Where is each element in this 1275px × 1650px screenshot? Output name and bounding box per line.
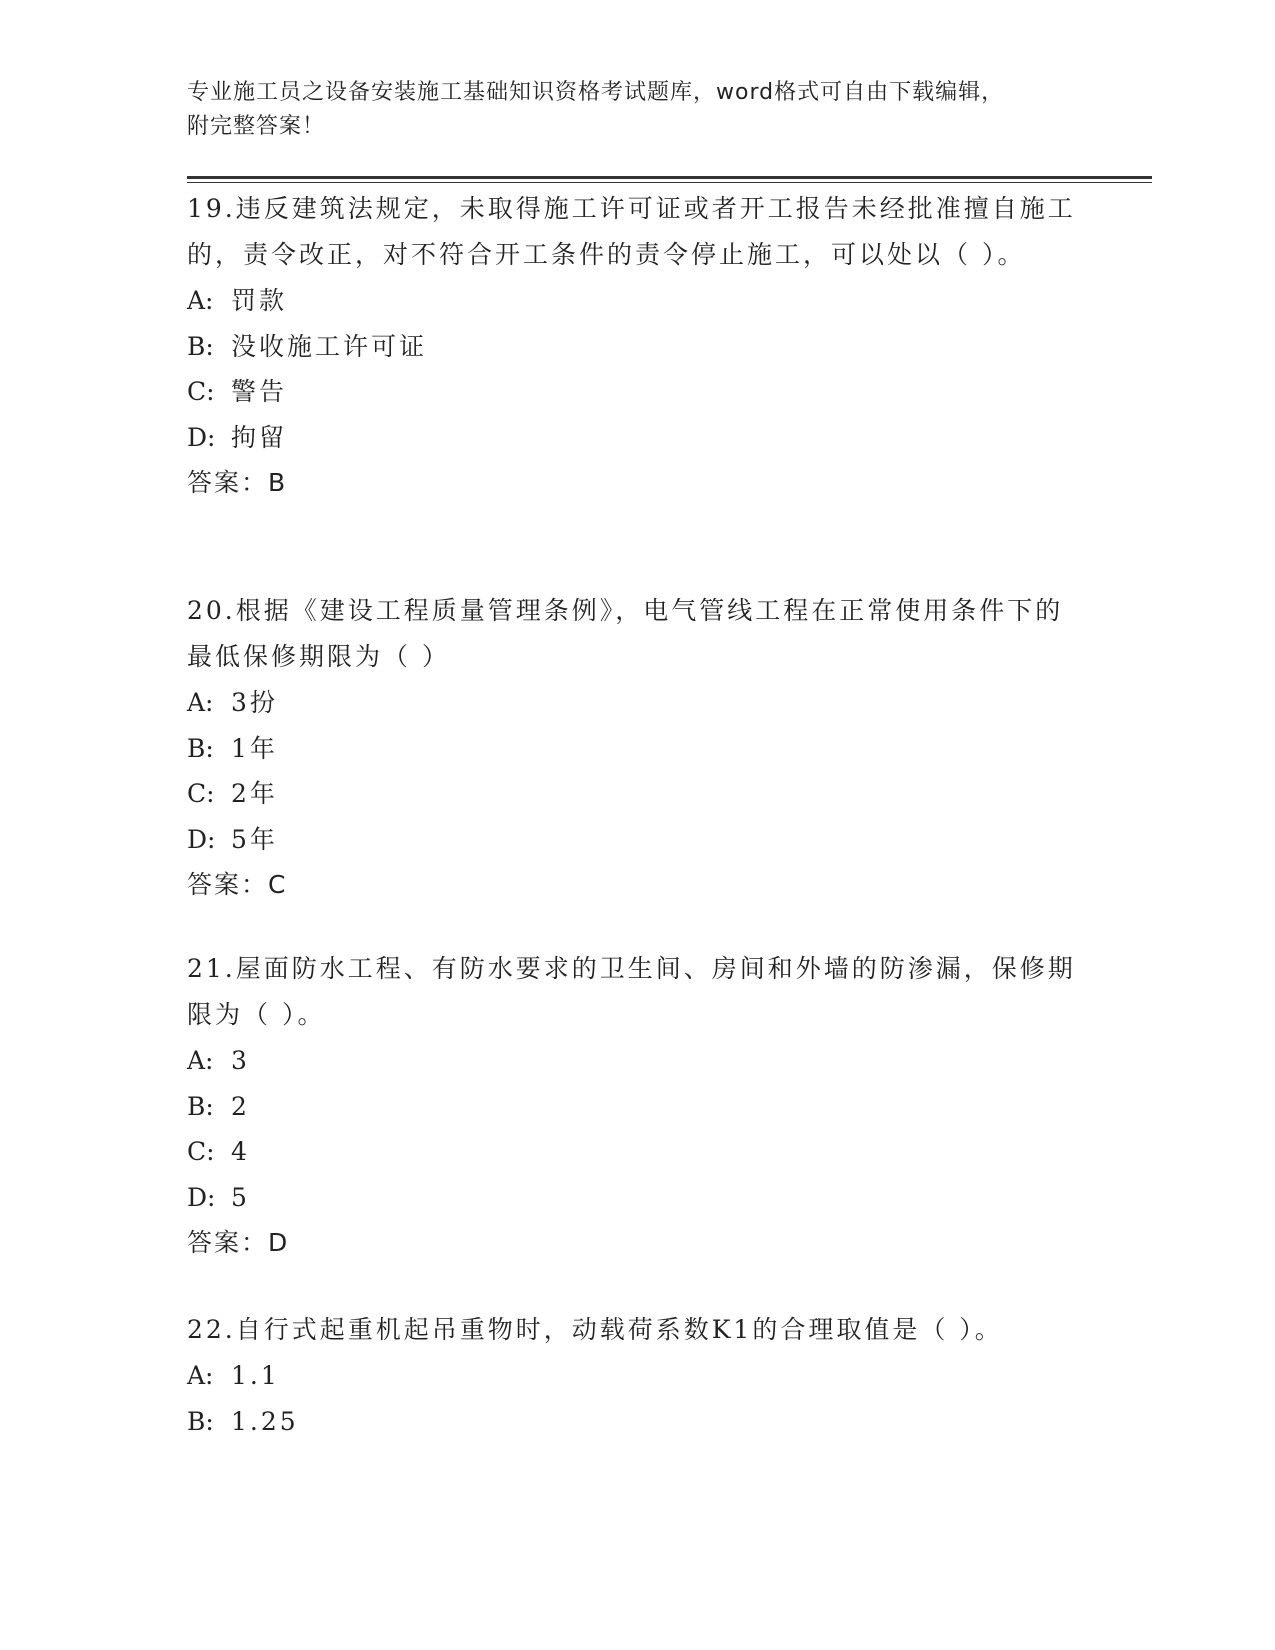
option-key: D: [187, 824, 216, 854]
option-b [187, 726, 1087, 772]
question-19 [187, 186, 1087, 506]
option-a [187, 278, 1087, 324]
option-key: D: [187, 422, 216, 452]
answer: 答案：C [187, 870, 288, 899]
option-text: 1.25 [231, 1406, 299, 1436]
option-d [187, 415, 1087, 461]
option-text: 警告 [231, 377, 288, 406]
header-line-1: 专业施工员之设备安装施工基础知识资格考试题库，word格式可自由下载编辑， [187, 80, 1005, 105]
question-stem: 21.屋面防水工程、有防水要求的卫生间、房间和外墙的防渗漏，保修期限为（ ）。 [187, 954, 1076, 1029]
option-text: 4 [231, 1137, 250, 1166]
option-key: B: [187, 1406, 214, 1436]
option-b [187, 1399, 1087, 1445]
option-text: 3 [231, 1046, 250, 1075]
option-b [187, 324, 1087, 370]
option-d [187, 817, 1087, 863]
option-a [187, 1353, 1087, 1399]
option-text: 5年 [231, 824, 278, 854]
question-stem: 20.根据《建设工程质量管理条例》，电气管线工程在正常使用条件下的最低保修期限为（ ） [187, 596, 1064, 671]
option-c [187, 1129, 1087, 1175]
option-a [187, 680, 1087, 726]
option-text: 1.1 [231, 1361, 280, 1390]
option-text: 2 [231, 1091, 250, 1121]
document-header [187, 76, 1067, 144]
answer: 答案：B [187, 468, 288, 497]
question-21 [187, 946, 1087, 1266]
header-divider-thin [187, 182, 1152, 183]
answer: 答案：D [187, 1228, 290, 1257]
option-b [187, 1084, 1087, 1130]
option-text: 罚款 [231, 286, 288, 315]
header-divider-thick [187, 176, 1152, 179]
option-key: A: [187, 286, 214, 315]
header-line-2: 附完整答案！ [187, 114, 326, 139]
question-22 [187, 1307, 1087, 1444]
option-key: C: [187, 779, 215, 808]
option-key: A: [187, 1046, 214, 1075]
option-text: 没收施工许可证 [231, 331, 428, 361]
option-key: C: [187, 1137, 215, 1166]
option-key: B: [187, 1091, 214, 1121]
option-key: C: [187, 377, 215, 406]
option-c [187, 369, 1087, 415]
option-a [187, 1038, 1087, 1084]
option-c [187, 771, 1087, 817]
option-key: A: [187, 688, 214, 717]
question-stem: 19.违反建筑法规定，未取得施工许可证或者开工报告未经批准擅自施工的，责令改正，对不符合开工条件的责令停止施工，可以处以（ ）。 [187, 194, 1076, 269]
option-key: B: [187, 733, 214, 763]
option-text: 2年 [231, 779, 278, 808]
option-key: D: [187, 1182, 216, 1212]
option-key: A: [187, 1361, 214, 1390]
option-d [187, 1175, 1087, 1221]
question-stem: 22.自行式起重机起吊重物时，动载荷系数K1的合理取值是（ ）。 [187, 1315, 1003, 1344]
option-text: 5 [231, 1182, 250, 1212]
option-text: 拘留 [231, 422, 288, 452]
option-text: 1年 [231, 733, 278, 763]
option-key: B: [187, 331, 214, 361]
question-20 [187, 588, 1087, 908]
option-text: 3扮 [231, 688, 278, 717]
